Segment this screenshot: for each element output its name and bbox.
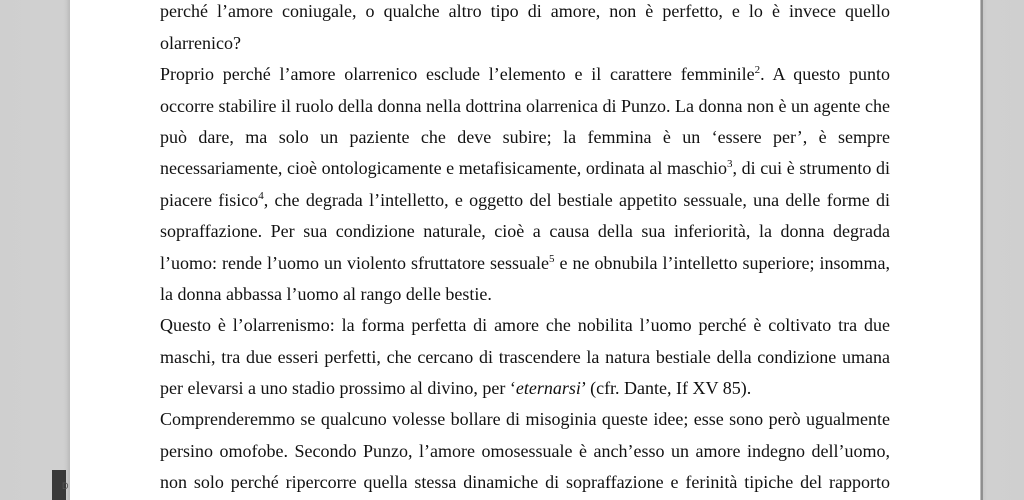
text-line: può dare, ma solo un paziente che deve subire; la femmina è un ‘essere per’, è sempre xyxy=(160,126,890,147)
text-line: occorre stabilire il ruolo della donna nella dottrina olarrenica di Punzo. La donna non è un agente che xyxy=(160,95,890,116)
text-segment: . A questo punto xyxy=(760,64,890,85)
text-line: perché l’amore coniugale, o qualche altro tipo di amore, non è perfetto, e lo è invece quello xyxy=(160,1,890,22)
text-segment: piacere fisico xyxy=(160,189,259,210)
text-line: maschi, tra due esseri perfetti, che cercano di trascendere la natura bestiale della condizione umana xyxy=(160,346,890,367)
text-line xyxy=(160,153,890,184)
text-segment: , che degrada l’intelletto, e oggetto del bestiale appetito sessuale, una delle forme di xyxy=(263,189,890,210)
text-line: sopraffazione. Per sua condizione naturale, cioè a causa della sua inferiorità, la donna degrada xyxy=(160,221,890,242)
text-segment: l’uomo: rende l’uomo un violento sfruttatore sessuale xyxy=(160,252,549,273)
text-line: olarrenico? xyxy=(160,32,241,53)
footnote-ref[interactable]: 2 xyxy=(754,64,761,77)
text-line: persino omofobe. Secondo Punzo, l’amore omosessuale è anch’esso un amore indegno dell’uomo, xyxy=(160,440,890,461)
side-panel-tab-label: D xyxy=(62,481,69,491)
text-line: Comprenderemmo se qualcuno volesse bollare di misoginia queste idee; esse sono però ugualmente xyxy=(160,409,890,430)
text-line xyxy=(160,248,890,279)
text-line: la donna abbassa l’uomo al rango delle bestie. xyxy=(160,283,492,304)
document-body xyxy=(160,0,890,499)
text-segment: e ne obnubila l’intelletto superiore; insomma, xyxy=(554,252,890,273)
text-line xyxy=(160,59,890,90)
emphasis-text: eternarsi xyxy=(515,378,581,399)
footnote-ref[interactable]: 3 xyxy=(726,158,733,171)
footnote-ref[interactable]: 5 xyxy=(549,252,555,265)
text-line xyxy=(160,185,890,216)
footnote-ref[interactable]: 4 xyxy=(258,189,264,202)
text-line xyxy=(160,373,890,404)
scrollbar-edge[interactable] xyxy=(980,0,983,500)
text-segment: per elevarsi a uno stadio prossimo al divino, per ‘ xyxy=(160,378,516,399)
text-segment: Proprio perché l’amore olarrenico esclude l’elemento e il carattere femminile xyxy=(160,64,755,85)
text-line: non solo perché ripercorre quella stessa dinamiche di sopraffazione e ferinità tipiche del rapporto xyxy=(160,472,890,493)
text-segment: ’ (cfr. Dante, If XV 85). xyxy=(580,378,752,399)
document-page xyxy=(70,0,980,500)
text-segment: , di cui è strumento di xyxy=(732,158,890,179)
text-line: Questo è l’olarrenismo: la forma perfetta di amore che nobilita l’uomo perché è coltivato tra due xyxy=(160,315,890,336)
text-segment: necessariamente, cioè ontologicamente e metafisicamente, ordinata al maschio xyxy=(160,158,727,179)
